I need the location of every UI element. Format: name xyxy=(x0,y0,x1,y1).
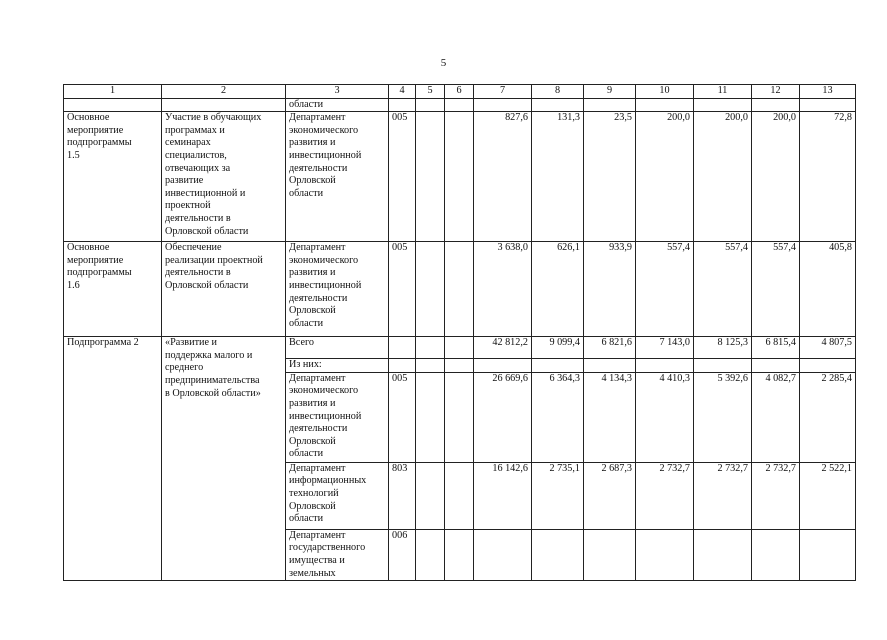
executor-line: Департамент xyxy=(289,462,346,474)
title-line: поддержка малого и xyxy=(165,349,253,361)
executor-cell xyxy=(286,372,389,462)
executor-cell xyxy=(286,98,389,112)
status-cell xyxy=(64,242,162,337)
value-cell: 2 285,4 xyxy=(800,372,856,462)
value-cell: 23,5 xyxy=(584,112,636,242)
executor-line: Орловской xyxy=(289,500,336,512)
executor-line: области xyxy=(289,513,324,525)
header-cell: 11 xyxy=(694,85,752,99)
executor-cell xyxy=(286,242,389,337)
header-cell: 1 xyxy=(64,85,162,99)
value-cell: 557,4 xyxy=(694,242,752,337)
status-line: подпрограммы xyxy=(67,267,132,279)
executor-line: имущества и xyxy=(289,554,345,566)
executor-line: Департамент xyxy=(289,242,346,254)
value-cell: 626,1 xyxy=(532,242,584,337)
executor-line: Из них: xyxy=(289,359,322,371)
executor-line: экономического xyxy=(289,124,359,136)
title-line: семинарах xyxy=(165,137,211,149)
value-cell: 131,3 xyxy=(532,112,584,242)
title-cell xyxy=(162,337,286,581)
value-cell: 6 821,6 xyxy=(584,337,636,359)
code-cell: 005 xyxy=(389,112,416,242)
value-cell: 26 669,6 xyxy=(474,372,532,462)
title-line: развитие xyxy=(165,175,204,187)
title-line: проектной xyxy=(165,200,211,212)
status-line: Основное xyxy=(67,242,110,254)
executor-line: Орловской xyxy=(289,175,336,187)
title-cell xyxy=(162,242,286,337)
value-cell: 200,0 xyxy=(752,112,800,242)
table-row xyxy=(64,98,856,112)
title-line: инвестиционной и xyxy=(165,187,246,199)
value-cell: 3 638,0 xyxy=(474,242,532,337)
value-cell: 6 815,4 xyxy=(752,337,800,359)
value-cell: 6 364,3 xyxy=(532,372,584,462)
value-cell: 4 807,5 xyxy=(800,337,856,359)
title-line: деятельности в xyxy=(165,267,231,279)
value-cell: 557,4 xyxy=(752,242,800,337)
executor-line: Орловской xyxy=(289,305,336,317)
executor-line: развития и xyxy=(289,137,336,149)
status-line: мероприятие xyxy=(67,124,124,136)
title-line: Орловской области xyxy=(165,225,249,237)
status-line: мероприятие xyxy=(67,254,124,266)
title-line: Обеспечение xyxy=(165,242,222,254)
value-cell: 4 134,3 xyxy=(584,372,636,462)
title-line: реализации проектной xyxy=(165,254,263,266)
executor-line: Орловской xyxy=(289,435,336,447)
executor-line: инвестиционной xyxy=(289,279,362,291)
title-line: «Развитие и xyxy=(165,337,217,349)
executor-line: информационных xyxy=(289,475,367,487)
executor-line: деятельности xyxy=(289,162,348,174)
title-line: среднего xyxy=(165,362,204,374)
value-cell: 933,9 xyxy=(584,242,636,337)
executor-line: развития и xyxy=(289,397,336,409)
header-cell: 4 xyxy=(389,85,416,99)
header-cell: 2 xyxy=(162,85,286,99)
executor-line: области xyxy=(289,187,324,199)
title-line: в Орловской области» xyxy=(165,387,261,399)
executor-line: государственного xyxy=(289,542,366,554)
value-cell: 7 143,0 xyxy=(636,337,694,359)
value-cell: 827,6 xyxy=(474,112,532,242)
status-line: Основное xyxy=(67,112,110,124)
title-line: специалистов, xyxy=(165,149,227,161)
value-cell: 2 732,7 xyxy=(636,462,694,529)
title-line: Орловской области xyxy=(165,279,249,291)
executor-cell xyxy=(286,462,389,529)
header-cell: 10 xyxy=(636,85,694,99)
executor-line: области xyxy=(289,448,324,460)
value-cell: 9 099,4 xyxy=(532,337,584,359)
executor-line: области xyxy=(289,317,324,329)
header-cell: 8 xyxy=(532,85,584,99)
status-line: подпрограммы xyxy=(67,137,132,149)
value-cell: 2 687,3 xyxy=(584,462,636,529)
value-cell: 8 125,3 xyxy=(694,337,752,359)
executor-line: развития и xyxy=(289,267,336,279)
value-cell: 2 732,7 xyxy=(694,462,752,529)
status-cell xyxy=(64,112,162,242)
executor-line: области xyxy=(289,98,324,110)
header-cell: 6 xyxy=(445,85,474,99)
value-cell: 5 392,6 xyxy=(694,372,752,462)
value-cell: 200,0 xyxy=(636,112,694,242)
status-cell xyxy=(64,337,162,581)
executor-line: Департамент xyxy=(289,112,346,124)
executor-line: Департамент xyxy=(289,529,346,541)
executor-cell xyxy=(286,529,389,580)
status-line: 1.6 xyxy=(67,279,80,291)
value-cell: 4 082,7 xyxy=(752,372,800,462)
header-cell: 5 xyxy=(416,85,445,99)
executor-cell xyxy=(286,337,389,359)
value-cell: 557,4 xyxy=(636,242,694,337)
executor-line: инвестиционной xyxy=(289,149,362,161)
status-line: Подпрограмма 2 xyxy=(67,337,139,349)
title-line: программах и xyxy=(165,124,225,136)
header-cell: 7 xyxy=(474,85,532,99)
executor-line: экономического xyxy=(289,385,359,397)
title-line: отвечающих за xyxy=(165,162,231,174)
budget-table xyxy=(63,84,856,581)
value-cell: 4 410,3 xyxy=(636,372,694,462)
executor-cell xyxy=(286,112,389,242)
value-cell: 405,8 xyxy=(800,242,856,337)
executor-line: экономического xyxy=(289,254,359,266)
table-row xyxy=(64,337,856,359)
executor-line: деятельности xyxy=(289,292,348,304)
title-line: Участие в обучающих xyxy=(165,112,262,124)
header-cell: 9 xyxy=(584,85,636,99)
value-cell: 2 735,1 xyxy=(532,462,584,529)
value-cell: 2 732,7 xyxy=(752,462,800,529)
code-cell: 005 xyxy=(389,242,416,337)
executor-line: деятельности xyxy=(289,423,348,435)
page-number: 5 xyxy=(440,57,447,69)
executor-cell xyxy=(286,359,389,373)
code-cell: 006 xyxy=(389,529,416,580)
executor-line: Департамент xyxy=(289,372,346,384)
value-cell: 16 142,6 xyxy=(474,462,532,529)
title-line: предпринимательства xyxy=(165,374,260,386)
header-cell: 3 xyxy=(286,85,389,99)
value-cell: 2 522,1 xyxy=(800,462,856,529)
header-row xyxy=(64,85,856,99)
executor-line: технологий xyxy=(289,487,339,499)
value-cell: 42 812,2 xyxy=(474,337,532,359)
status-line: 1.5 xyxy=(67,149,80,161)
executor-line: инвестиционной xyxy=(289,410,362,422)
header-cell: 12 xyxy=(752,85,800,99)
code-cell: 005 xyxy=(389,372,416,462)
code-cell: 803 xyxy=(389,462,416,529)
title-line: деятельности в xyxy=(165,212,231,224)
table-row xyxy=(64,242,856,337)
header-cell: 13 xyxy=(800,85,856,99)
executor-line: земельных xyxy=(289,567,336,579)
table-row xyxy=(64,112,856,242)
executor-line: Всего xyxy=(289,337,314,349)
value-cell: 72,8 xyxy=(800,112,856,242)
title-cell xyxy=(162,112,286,242)
value-cell: 200,0 xyxy=(694,112,752,242)
